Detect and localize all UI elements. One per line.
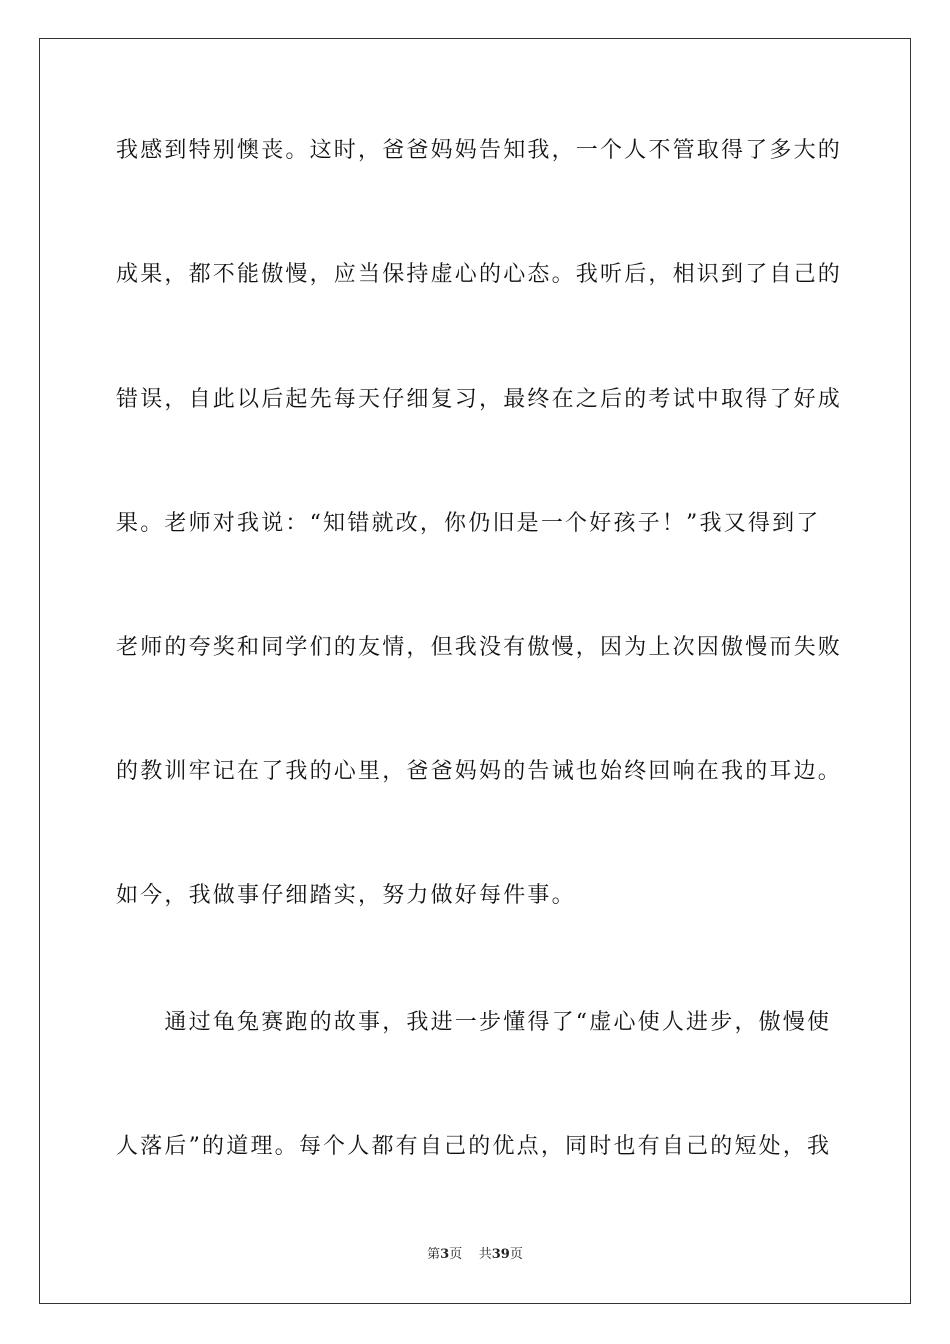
text-line-3: 错误，自此以后起先每天仔细复习，最终在之后的考试中取得了好成 xyxy=(116,387,843,412)
footer-page-suffix: 页 xyxy=(449,1247,463,1262)
footer-total-prefix: 共 xyxy=(478,1247,492,1262)
text-line-7: 如今，我做事仔细踏实，努力做好每件事。 xyxy=(116,883,576,908)
footer-page-number: 3 xyxy=(440,1247,450,1262)
text-line-6: 的教训牢记在了我的心里，爸爸妈妈的告诫也始终回响在我的耳边。 xyxy=(116,759,843,784)
footer-page-prefix: 第 xyxy=(427,1247,441,1262)
text-line-1: 我感到特别懊丧。这时，爸爸妈妈告知我，一个人不管取得了多大的 xyxy=(116,138,843,163)
page-border xyxy=(39,38,911,1304)
text-line-4: 果。老师对我说：“知错就改，你仍旧是一个好孩子！”我又得到了 xyxy=(116,511,821,536)
text-line-2: 成果，都不能傲慢，应当保持虚心的心态。我听后，相识到了自己的 xyxy=(116,262,843,287)
text-line-5: 老师的夸奖和同学们的友情，但我没有傲慢，因为上次因傲慢而失败 xyxy=(116,635,843,660)
page-footer xyxy=(0,1246,950,1264)
footer-total-suffix: 页 xyxy=(509,1247,523,1262)
text-line-9: 人落后”的道理。每个人都有自己的优点，同时也有自己的短处，我 xyxy=(116,1134,832,1159)
footer-total-pages: 39 xyxy=(491,1247,510,1262)
text-line-8: 通过龟兔赛跑的故事，我进一步懂得了“虚心使人进步，傲慢使 xyxy=(116,1010,832,1035)
